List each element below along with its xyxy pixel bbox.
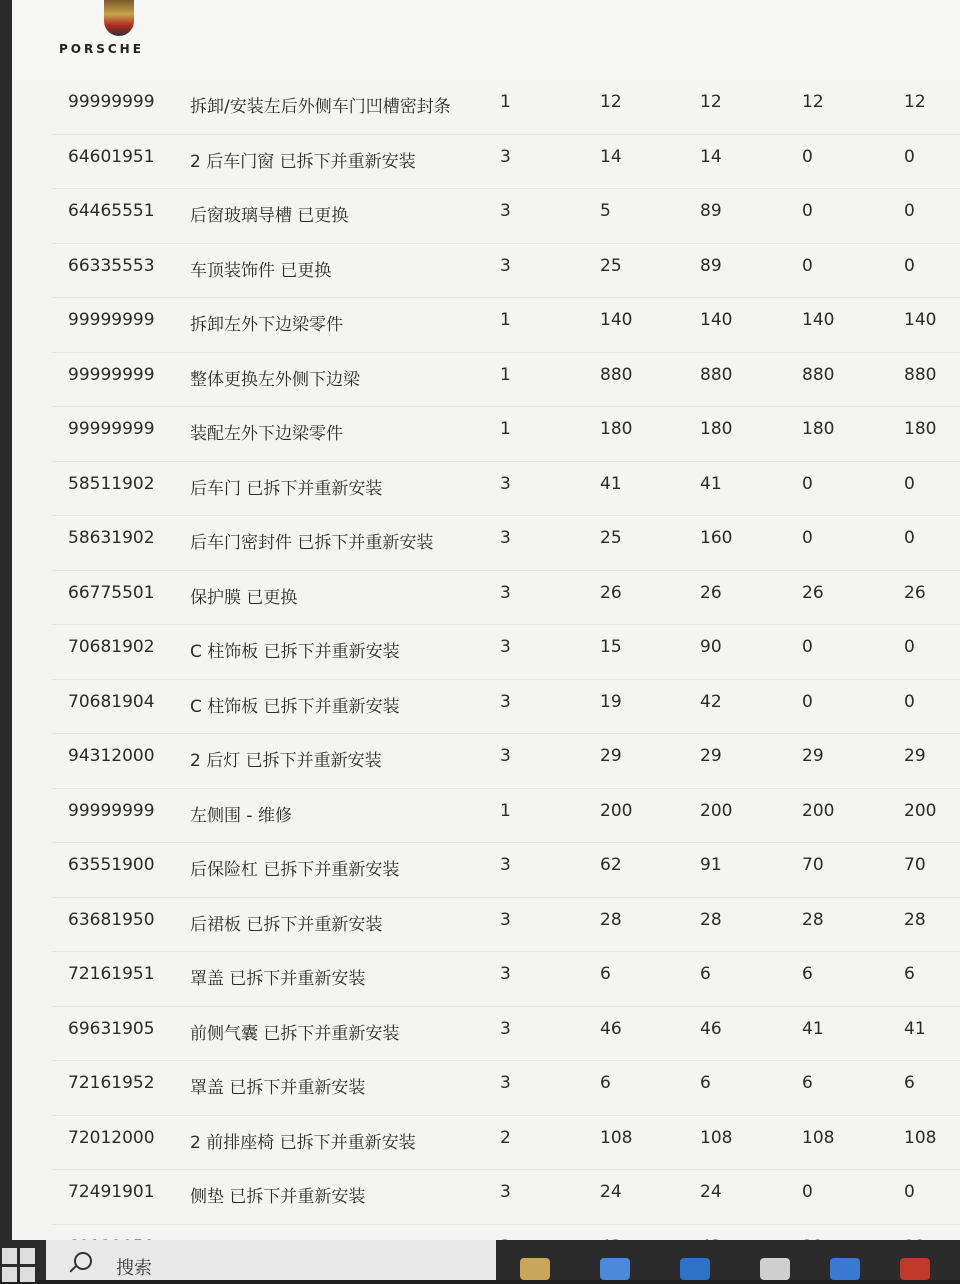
cell-desc: 2 前排座椅 已拆下并重新安装	[190, 1132, 416, 1153]
app-red-icon[interactable]	[900, 1258, 930, 1280]
cell-desc: 前侧气囊 已拆下并重新安装	[190, 1023, 400, 1044]
cell-v2: 6	[700, 1073, 711, 1093]
cell-v2: 12	[700, 92, 722, 112]
cell-v4: 0	[904, 1182, 915, 1202]
table-row[interactable]	[52, 462, 960, 517]
cell-code: 66335553	[68, 255, 155, 276]
cell-v4: 0	[904, 146, 915, 167]
cell-v1: 41	[600, 473, 622, 494]
cell-v2: 46	[700, 1018, 722, 1039]
cell-code: 94312000	[68, 746, 155, 766]
cell-desc: 2 后灯 已拆下并重新安装	[190, 751, 382, 771]
cell-code: 70681902	[68, 637, 155, 657]
porsche-logo	[56, 0, 186, 60]
table-row[interactable]	[52, 244, 960, 299]
cell-v1: 15	[600, 637, 622, 657]
cell-desc: 拆卸左外下边梁零件	[190, 315, 343, 335]
labor-table	[52, 80, 960, 1279]
cell-v2: 6	[700, 964, 711, 984]
cell-v4: 0	[904, 473, 915, 494]
cell-v3: 0	[802, 1182, 813, 1202]
table-row[interactable]	[52, 843, 960, 898]
cell-v3: 0	[802, 473, 813, 494]
cell-v1: 200	[600, 800, 633, 821]
cell-code: 99999999	[68, 800, 155, 821]
cell-v1: 28	[600, 909, 622, 930]
bezel	[0, 0, 12, 1240]
cell-code: 58511902	[68, 473, 155, 494]
cell-desc: 左侧围 - 维修	[190, 805, 292, 826]
cell-v1: 62	[600, 855, 622, 875]
table-row[interactable]	[52, 898, 960, 953]
cell-v1: 46	[600, 1018, 622, 1039]
cell-v3: 0	[802, 528, 813, 548]
cell-v1: 14	[600, 146, 622, 167]
cell-code: 72491901	[68, 1182, 155, 1202]
windows-start-icon[interactable]	[0, 1246, 38, 1284]
cell-v2: 90	[700, 637, 722, 657]
cell-code: 70681904	[68, 691, 155, 712]
cell-code: 69631905	[68, 1018, 155, 1039]
cell-qty: 3	[500, 201, 511, 221]
cell-code: 63681950	[68, 909, 155, 930]
porsche-crest-icon	[104, 0, 134, 36]
table-row[interactable]	[52, 1170, 960, 1225]
cell-v4: 108	[904, 1127, 937, 1148]
cell-v4: 200	[904, 800, 937, 821]
cell-code: 99999999	[68, 92, 155, 112]
cell-v1: 108	[600, 1127, 633, 1148]
cell-desc: 后车门 已拆下并重新安装	[190, 478, 383, 499]
cell-v1: 24	[600, 1182, 622, 1202]
cell-code: 58631902	[68, 528, 155, 548]
cell-v1: 140	[600, 310, 633, 330]
cell-v3: 880	[802, 364, 835, 385]
cell-desc: 2 后车门窗 已拆下并重新安装	[190, 151, 416, 172]
cell-code: 99999999	[68, 310, 155, 330]
cell-code: 72161952	[68, 1073, 155, 1093]
cell-desc: 侧垫 已拆下并重新安装	[190, 1187, 366, 1207]
table-row[interactable]	[52, 952, 960, 1007]
cell-v1: 6	[600, 964, 611, 984]
table-row[interactable]	[52, 407, 960, 462]
table-row[interactable]	[52, 789, 960, 844]
cell-v2: 91	[700, 855, 722, 875]
cell-qty: 3	[500, 909, 511, 930]
table-row[interactable]	[52, 135, 960, 190]
cell-desc: 装配左外下边梁零件	[190, 424, 343, 444]
cell-desc: 后裙板 已拆下并重新安装	[190, 914, 383, 935]
cell-qty: 1	[500, 800, 511, 821]
table-row[interactable]	[52, 1007, 960, 1062]
table-row[interactable]	[52, 80, 960, 135]
cell-code: 63551900	[68, 855, 155, 875]
table-row[interactable]	[52, 571, 960, 626]
cell-code: 72161951	[68, 964, 155, 984]
cell-v4: 41	[904, 1018, 926, 1039]
cell-qty: 1	[500, 364, 511, 385]
cell-qty: 3	[500, 691, 511, 712]
cell-v3: 29	[802, 746, 824, 766]
cell-code: 64601951	[68, 146, 155, 167]
cell-desc: 后保险杠 已拆下并重新安装	[190, 860, 400, 880]
cell-v4: 26	[904, 582, 926, 603]
cell-desc: C 柱饰板 已拆下并重新安装	[190, 642, 400, 662]
cell-v3: 12	[802, 92, 824, 112]
cell-qty: 3	[500, 1073, 511, 1093]
app-header	[12, 0, 960, 80]
cell-v1: 180	[600, 419, 633, 439]
cell-qty: 3	[500, 146, 511, 167]
cell-v2: 28	[700, 909, 722, 930]
cell-v4: 0	[904, 691, 915, 712]
cell-v3: 0	[802, 146, 813, 167]
cell-code: 64465551	[68, 201, 155, 221]
cell-desc: 车顶装饰件 已更换	[190, 260, 332, 281]
cell-v4: 0	[904, 201, 915, 221]
table-row[interactable]	[52, 189, 960, 244]
cell-qty: 3	[500, 255, 511, 276]
cell-qty: 3	[500, 1182, 511, 1202]
cell-v3: 41	[802, 1018, 824, 1039]
cell-qty: 1	[500, 419, 511, 439]
cell-v1: 26	[600, 582, 622, 603]
cell-qty: 1	[500, 92, 511, 112]
table-row[interactable]	[52, 625, 960, 680]
cell-qty: 2	[500, 1127, 511, 1148]
cell-qty: 3	[500, 746, 511, 766]
search-label: 搜索	[116, 1258, 152, 1279]
cell-v2: 26	[700, 582, 722, 603]
cell-v4: 28	[904, 909, 926, 930]
cell-v2: 14	[700, 146, 722, 167]
table-row[interactable]	[52, 353, 960, 408]
cell-code: 66775501	[68, 582, 155, 603]
cell-qty: 3	[500, 473, 511, 494]
cell-qty: 3	[500, 637, 511, 657]
cell-v2: 89	[700, 255, 722, 276]
cell-v4: 140	[904, 310, 937, 330]
cell-v2: 140	[700, 310, 733, 330]
cell-v4: 180	[904, 419, 937, 439]
table-row[interactable]	[52, 516, 960, 571]
cell-v4: 880	[904, 364, 937, 385]
cell-v3: 180	[802, 419, 835, 439]
cell-qty: 3	[500, 1018, 511, 1039]
cell-v3: 0	[802, 637, 813, 657]
cell-v2: 89	[700, 201, 722, 221]
cell-desc: 后车门密封件 已拆下并重新安装	[190, 533, 434, 553]
cell-v4: 6	[904, 964, 915, 984]
table-row[interactable]	[52, 1061, 960, 1116]
cell-v4: 12	[904, 92, 926, 112]
cell-v4: 0	[904, 528, 915, 548]
cell-v1: 6	[600, 1073, 611, 1093]
taskbar-search[interactable]	[46, 1240, 496, 1280]
cell-v2: 24	[700, 1182, 722, 1202]
cell-v2: 880	[700, 364, 733, 385]
cell-code: 99999999	[68, 364, 155, 385]
store-icon[interactable]	[600, 1258, 630, 1280]
table-row[interactable]	[52, 734, 960, 789]
cell-qty: 3	[500, 855, 511, 875]
cell-v1: 880	[600, 364, 633, 385]
taskbar	[0, 1240, 960, 1280]
cell-v4: 6	[904, 1073, 915, 1093]
cell-desc: 拆卸/安装左后外侧车门凹槽密封条	[190, 97, 451, 117]
cell-v3: 6	[802, 964, 813, 984]
cell-v3: 140	[802, 310, 835, 330]
cell-v3: 6	[802, 1073, 813, 1093]
cell-v1: 25	[600, 528, 622, 548]
cell-v3: 0	[802, 255, 813, 276]
cell-v2: 200	[700, 800, 733, 821]
cell-v3: 0	[802, 201, 813, 221]
cell-v4: 29	[904, 746, 926, 766]
cell-qty: 3	[500, 582, 511, 603]
cell-v3: 70	[802, 855, 824, 875]
cell-v3: 108	[802, 1127, 835, 1148]
cell-desc: 后窗玻璃导槽 已更换	[190, 206, 349, 226]
cell-v2: 42	[700, 691, 722, 712]
search-icon	[74, 1252, 92, 1270]
cell-v2: 108	[700, 1127, 733, 1148]
cell-v4: 70	[904, 855, 926, 875]
cell-v1: 29	[600, 746, 622, 766]
cell-desc: 罩盖 已拆下并重新安装	[190, 969, 366, 989]
table-row[interactable]	[52, 680, 960, 735]
cell-qty: 3	[500, 528, 511, 548]
cell-desc: C 柱饰板 已拆下并重新安装	[190, 696, 400, 717]
cell-v2: 29	[700, 746, 722, 766]
cell-qty: 3	[500, 964, 511, 984]
cell-v2: 160	[700, 528, 733, 548]
cell-v3: 200	[802, 800, 835, 821]
cell-v1: 5	[600, 201, 611, 221]
table-row[interactable]	[52, 1116, 960, 1171]
cell-v3: 26	[802, 582, 824, 603]
table-row[interactable]	[52, 298, 960, 353]
cell-v1: 12	[600, 92, 622, 112]
mail-icon[interactable]	[680, 1258, 710, 1280]
app-icon[interactable]	[760, 1258, 790, 1280]
cell-v4: 0	[904, 255, 915, 276]
cell-qty: 1	[500, 310, 511, 330]
cell-v1: 25	[600, 255, 622, 276]
cell-v2: 180	[700, 419, 733, 439]
cell-v1: 19	[600, 691, 622, 712]
cell-desc: 罩盖 已拆下并重新安装	[190, 1078, 366, 1098]
brand-wordmark: PORSCHE	[59, 42, 144, 56]
cell-desc: 保护膜 已更换	[190, 587, 298, 608]
cell-code: 72012000	[68, 1127, 155, 1148]
cell-v2: 41	[700, 473, 722, 494]
file-explorer-icon[interactable]	[520, 1258, 550, 1280]
cell-v4: 0	[904, 637, 915, 657]
browser-icon[interactable]	[830, 1258, 860, 1280]
cell-v3: 0	[802, 691, 813, 712]
cell-desc: 整体更换左外侧下边梁	[190, 369, 360, 390]
cell-code: 99999999	[68, 419, 155, 439]
cell-v3: 28	[802, 909, 824, 930]
